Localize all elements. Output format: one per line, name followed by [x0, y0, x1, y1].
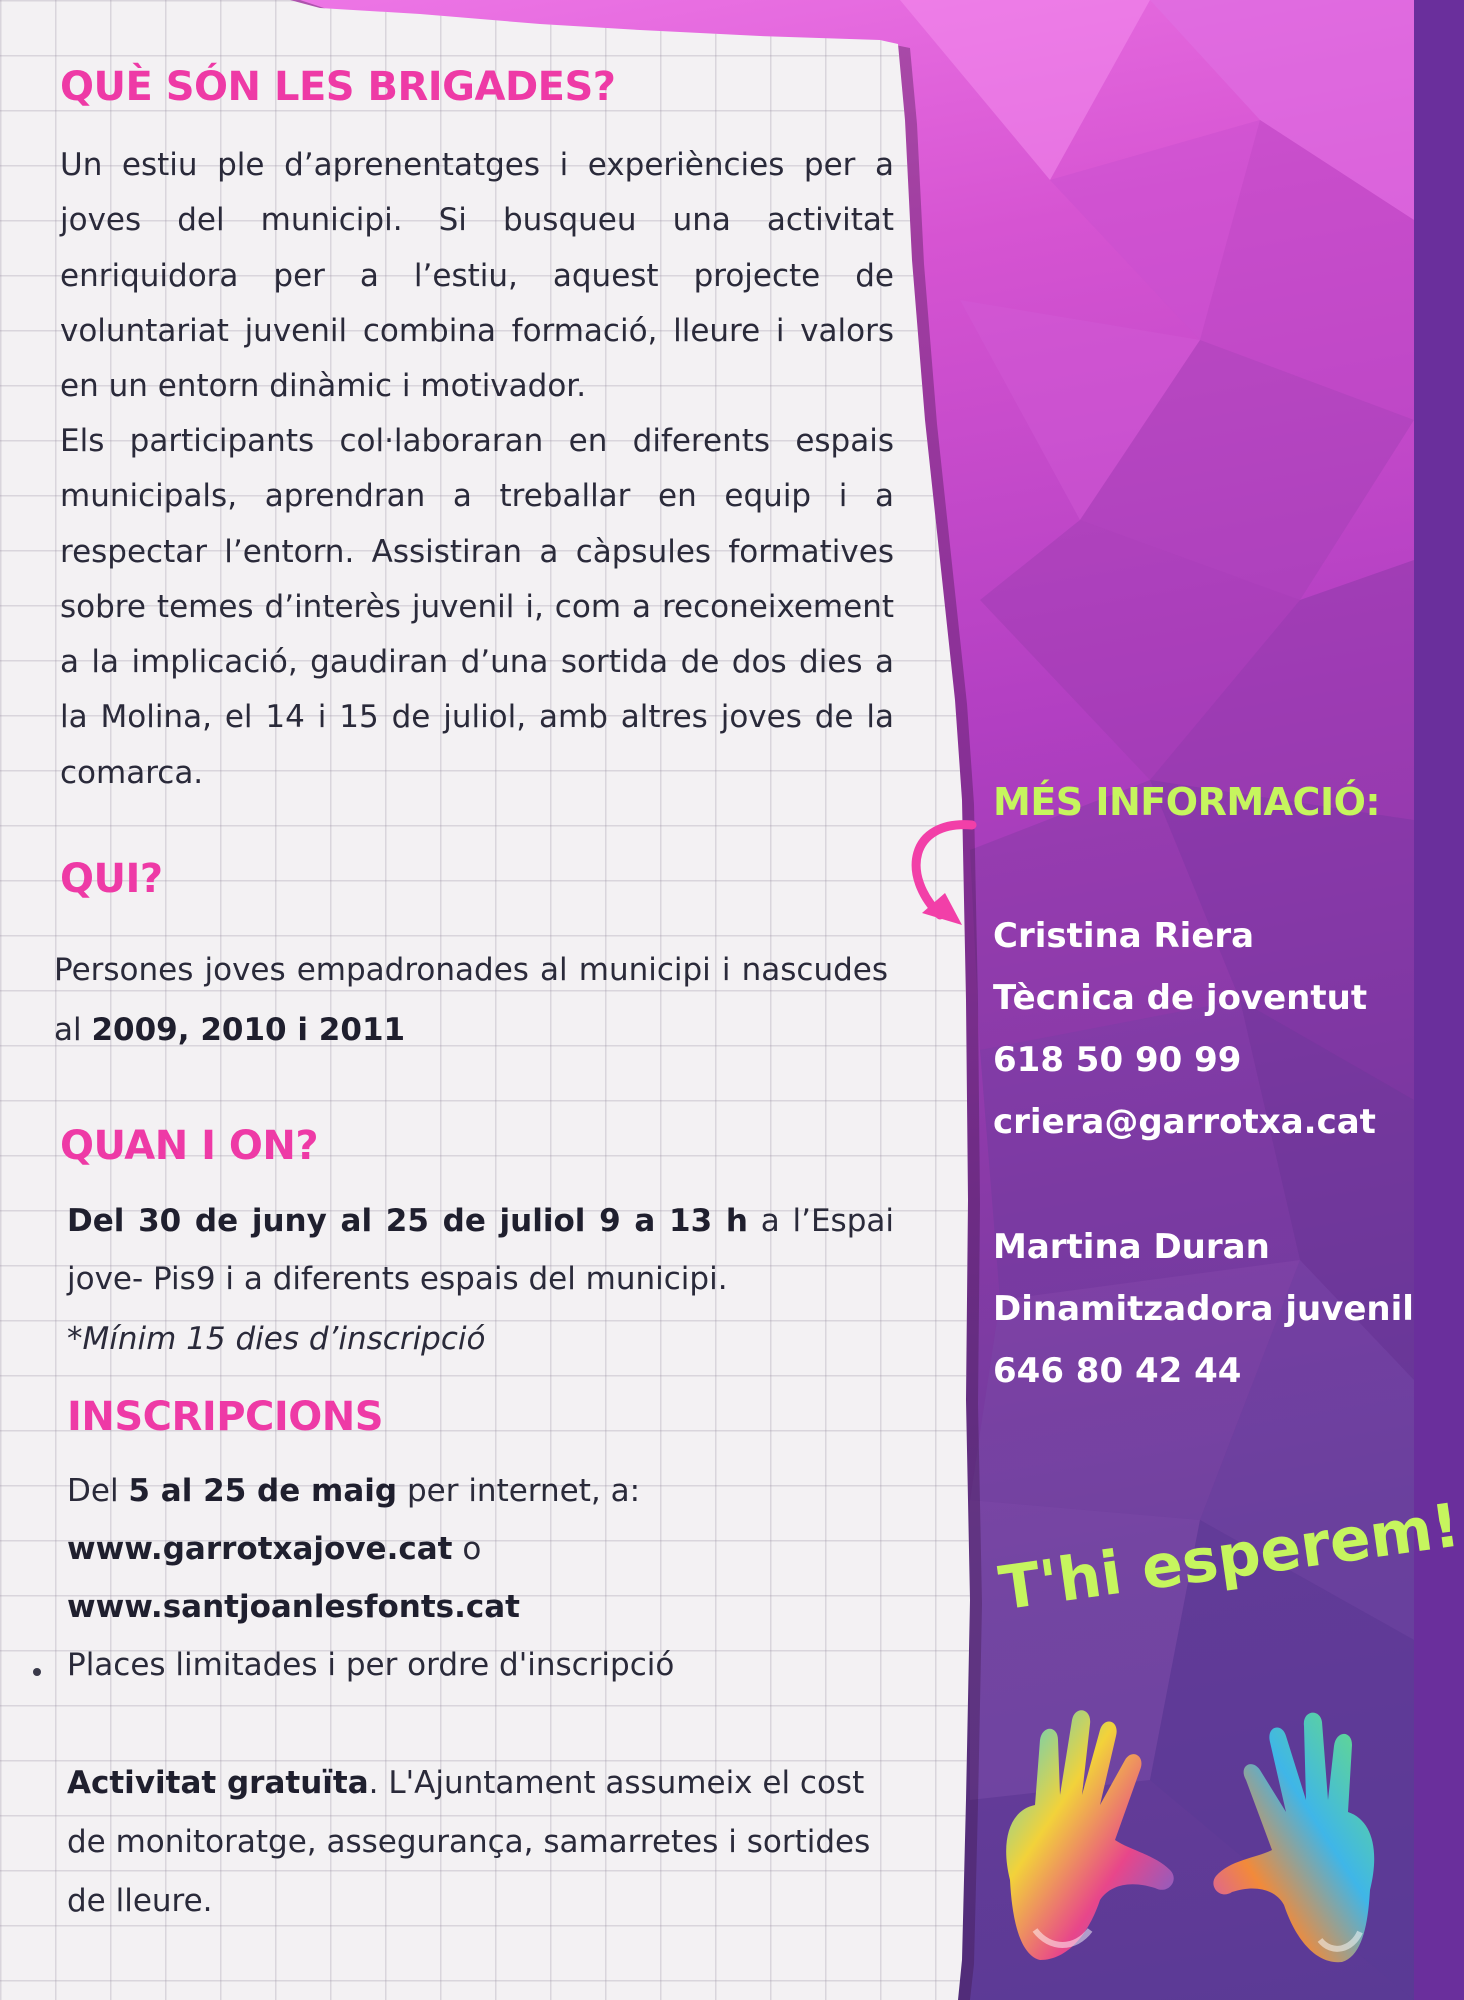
registration-suffix: per internet, a:	[397, 1473, 641, 1509]
registration-period-line	[67, 1462, 640, 1520]
registration-site1-link[interactable]: www.garrotxajove.cat	[67, 1531, 453, 1567]
who-years: 2009, 2010 i 2011	[91, 1012, 406, 1048]
who-text: Persones joves empadronades al municipi i nascudes al	[54, 952, 888, 1048]
what-paragraph-1: Un estiu ple d’aprenentatges i experiències per a joves del municipi. Si busqueu una activitat enriquidora per a l’estiu, aquest projecte de voluntariat juvenil combina formació, lleure i valors en un entorn dinàmic i motivador.	[60, 147, 894, 405]
bullet-dot	[33, 1668, 41, 1676]
registration-prefix: Del	[67, 1473, 129, 1509]
curved-arrow-icon	[900, 815, 1000, 940]
who-paragraph	[54, 940, 888, 1060]
contact2-role: Dinamitzadora juvenil	[993, 1289, 1414, 1329]
when-paragraph	[67, 1192, 894, 1308]
registration-site2-link[interactable]: www.santjoanlesfonts.cat	[67, 1589, 520, 1625]
heading-more-info: MÉS INFORMACIÓ:	[993, 780, 1381, 824]
contact1-email[interactable]: criera@garrotxa.cat	[993, 1102, 1376, 1142]
registration-period: 5 al 25 de maig	[128, 1473, 398, 1509]
heading-when: QUAN I ON?	[60, 1123, 319, 1169]
right-hand	[1213, 1713, 1374, 1963]
painted-hands-icon	[980, 1700, 1400, 1990]
left-hand	[1006, 1710, 1174, 1960]
registration-free-paragraph	[67, 1754, 897, 1931]
heading-registration: INSCRIPCIONS	[67, 1394, 384, 1440]
registration-or: o	[452, 1531, 482, 1567]
contact2-phone[interactable]: 646 80 42 44	[993, 1351, 1242, 1391]
registration-places: Places limitades i per ordre d'inscripció	[67, 1647, 675, 1683]
when-place: a l’Espai jove- Pis9 i a diferents espais del municipi.	[67, 1203, 894, 1297]
heading-what: QUÈ SÓN LES BRIGADES?	[60, 64, 616, 110]
registration-free-bold: Activitat gratuïta	[67, 1765, 369, 1801]
registration-site2-line	[67, 1578, 520, 1636]
when-note: *Mínim 15 dies d’inscripció	[67, 1321, 486, 1357]
contact-block-1	[993, 905, 1376, 1153]
contact2-name: Martina Duran	[993, 1227, 1270, 1267]
contact1-name: Cristina Riera	[993, 916, 1255, 956]
registration-free-text: . L'Ajuntament assumeix el cost de monitoratge, assegurança, samarretes i sortides de lleure.	[67, 1765, 871, 1919]
registration-site1-line	[67, 1520, 481, 1578]
what-paragraph-2: Els participants col·laboraran en diferents espais municipals, aprendran a treballar en equip i a respectar l’entorn. Assistiran a càpsules formatives sobre temes d’interès juvenil i, com a reconeixement a la implicació, gaudiran d’una sortida de dos dies a la Molina, el 14 i 15 de juliol, amb altres joves de la comarca.	[60, 423, 894, 791]
heading-who: QUI?	[60, 856, 163, 902]
contact-block-2	[993, 1216, 1414, 1402]
slogan: T'hi esperem!	[995, 1490, 1464, 1625]
contact1-phone[interactable]: 618 50 90 99	[993, 1040, 1242, 1080]
when-dates: Del 30 de juny al 25 de juliol 9 a 13 h	[67, 1203, 748, 1239]
contact1-role: Tècnica de joventut	[993, 978, 1368, 1018]
